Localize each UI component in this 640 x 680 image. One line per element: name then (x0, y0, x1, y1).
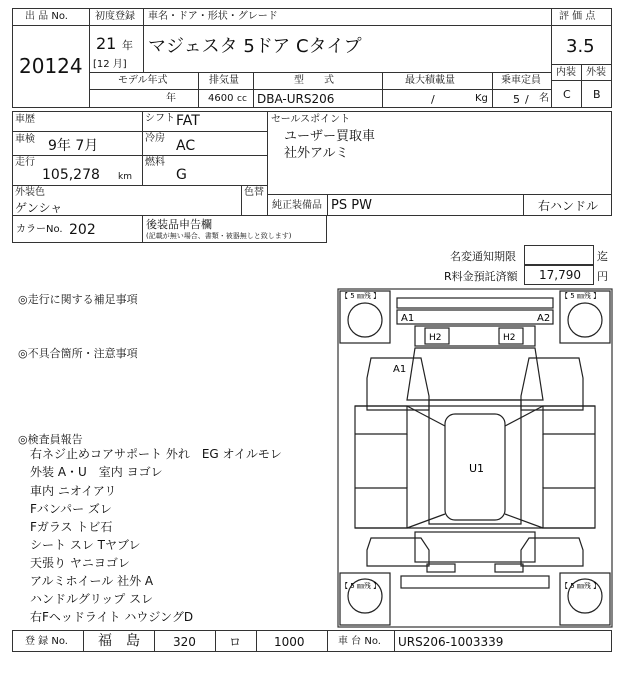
displacement-label: 排気量 (209, 75, 239, 86)
color-no: 202 (69, 222, 96, 238)
capacity-unit: 名 (539, 93, 549, 104)
interior-label: 内装 (556, 67, 576, 78)
color-label: 外装色 (15, 187, 45, 198)
car-name-label: 車名・ドア・形状・グレード (148, 11, 278, 22)
rating-label-cell (551, 8, 612, 26)
model-label-cell (253, 72, 383, 90)
inspector-line: 外装 A・U 室内 ヨゴレ (30, 465, 163, 479)
inspector-line: アルミホイール 社外 A (30, 574, 154, 588)
max-load-cell (382, 89, 493, 108)
displacement-label-cell (198, 72, 254, 90)
chassis-no: URS206-1003339 (398, 635, 504, 649)
equipment: PS PW (331, 198, 372, 213)
first-reg-label: 初度登録 (95, 11, 135, 22)
name-change-field (524, 245, 594, 265)
inspection: 9年 7月 (48, 138, 99, 154)
first-reg-year-unit: 年 (122, 39, 133, 52)
reg-kana: ロ (229, 635, 242, 649)
model-year-label: モデル年式 (118, 75, 168, 86)
inspection-label: 車検 (15, 134, 35, 145)
model: DBA-URS206 (257, 92, 335, 106)
inspector-line: 右ネジ止めコアサポート 外れ EG オイルモレ (30, 447, 282, 461)
reg-number-cell (256, 630, 328, 652)
name-change-unit: 迄 (597, 250, 608, 263)
damage-mark: A1 (393, 364, 407, 375)
tire-depth-label: 【 5 ㎜残 】 (561, 292, 601, 300)
exterior-grade: B (593, 88, 601, 101)
damage-mark: A1 (401, 313, 415, 324)
damage-mark: H2 (429, 333, 442, 343)
reg-number: 1000 (274, 635, 305, 649)
first-reg-label-cell (89, 8, 144, 26)
capacity-label-cell (492, 72, 552, 90)
inspector-line: Fバンパー ズレ (30, 502, 112, 516)
mileage-label: 走行 (15, 157, 35, 168)
reg-region-cell (83, 630, 155, 652)
displacement-unit: cc (237, 94, 247, 104)
fuel-label: 燃料 (145, 157, 165, 168)
model-label: 型 式 (294, 75, 334, 86)
max-load-label-cell (382, 72, 493, 90)
steering: 右ハンドル (538, 199, 599, 213)
rating-cell (551, 25, 612, 65)
interior-label-cell (551, 64, 582, 81)
model-year-unit: 年 (166, 93, 176, 104)
recycle-value: 17,790 (539, 268, 581, 282)
damage-mark: A2 (537, 313, 551, 324)
capacity-sep: / (525, 93, 529, 106)
sales-point-1: ユーザー買取車 (284, 129, 376, 144)
rating-label: 評 価 点 (559, 11, 596, 22)
car-name-cell (143, 25, 552, 73)
model-year-cell (89, 89, 199, 108)
inspector-label: ◎検査員報告 (18, 433, 83, 446)
exterior-label: 外装 (586, 67, 606, 78)
tire-depth-label: 【 5 ㎜残 】 (341, 582, 381, 590)
sales-point-2: 社外アルミ (284, 146, 349, 161)
first-reg-month: [12 月] (93, 59, 127, 70)
aircon-label: 冷房 (145, 133, 165, 144)
max-load-unit: Kg (475, 93, 488, 104)
recycle-unit: 円 (597, 270, 608, 283)
fuel: G (176, 167, 187, 183)
inspector-line: 車内 ニオイアリ (30, 484, 117, 498)
capacity-cell (492, 89, 552, 108)
car-name-label-cell (143, 8, 552, 26)
recycle-label: R料金預託済額 (444, 270, 518, 283)
reg-kana-cell (215, 630, 257, 652)
inspector-line: シート スレ Tヤブレ (30, 538, 141, 552)
mileage: 105,278 (42, 167, 100, 183)
inspector-line: Fガラス トビ石 (30, 520, 113, 534)
chassis-label: 車 台 No. (338, 636, 381, 647)
model-cell (253, 89, 383, 108)
inspector-line: 右Fヘッドライト ハウジングD (30, 610, 194, 624)
reg-class: 320 (173, 635, 196, 649)
first-reg-year: 21 (96, 34, 117, 53)
model-year-label-cell (89, 72, 199, 90)
max-load-label: 最大積載量 (405, 75, 455, 86)
lot-no: 20124 (19, 54, 83, 78)
exterior-label-cell (581, 64, 612, 81)
inspector-line: ハンドルグリップ スレ (30, 592, 154, 606)
lot-no-label-cell (12, 8, 90, 26)
shift: FAT (176, 113, 200, 129)
declaration-label: 後装品申告欄 (146, 218, 212, 231)
declaration-note: (記載が無い場合、書類・被器無しと致します) (146, 232, 292, 240)
equipment-cell (327, 194, 524, 216)
color-no-label: カラーNo. (16, 224, 63, 235)
reg-no-label: 登 録 No. (25, 636, 68, 647)
lot-no-cell (12, 25, 90, 108)
tire-depth-label: 【 5 ㎜残 】 (341, 292, 381, 300)
shift-label: シフト (145, 113, 175, 124)
history-label: 車歴 (15, 114, 35, 125)
equipment-label-cell (267, 194, 328, 216)
sales-point-label: セールスポイント (271, 114, 351, 125)
reg-region: 福 島 (98, 633, 140, 649)
car-name: マジェスタ 5ドア Cタイプ (148, 36, 362, 57)
lot-no-label: 出 品 No. (25, 11, 68, 22)
damage-mark: H2 (503, 333, 516, 343)
aircon: AC (176, 138, 196, 154)
max-load: / (431, 93, 435, 106)
steering-cell (523, 194, 612, 216)
damage-mark: U1 (469, 462, 485, 475)
exterior-grade-cell (581, 80, 612, 108)
declaration-cell (142, 215, 327, 243)
displacement: 4600 (208, 93, 234, 104)
car-diagram (337, 288, 613, 628)
reg-class-cell (154, 630, 216, 652)
chassis-label-cell (327, 630, 395, 652)
tire-depth-label: 【 5 ㎜残 】 (561, 582, 601, 590)
driving-remarks-label: ◎走行に関する補足事項 (18, 293, 138, 306)
equipment-label: 純正装備品 (272, 200, 322, 211)
rating: 3.5 (566, 36, 595, 57)
interior-grade: C (563, 88, 571, 101)
inspector-line: 天張り ヤニヨゴレ (30, 556, 130, 570)
mileage-unit: km (118, 172, 132, 182)
color-no-cell (12, 215, 143, 243)
interior-grade-cell (551, 80, 582, 108)
color-change-label: 色替 (244, 187, 264, 198)
name-change-label: 名変通知期限 (450, 250, 516, 263)
color: ゲンシャ (15, 201, 63, 215)
displacement-cell (198, 89, 254, 108)
first-reg-cell (89, 25, 144, 73)
reg-no-label-cell (12, 630, 84, 652)
defects-label: ◎不具合箇所・注意事項 (18, 347, 138, 360)
capacity-label: 乗車定員 (501, 75, 541, 86)
chassis-cell (394, 630, 612, 652)
recycle-field (524, 265, 594, 285)
capacity: 5 (513, 93, 520, 106)
